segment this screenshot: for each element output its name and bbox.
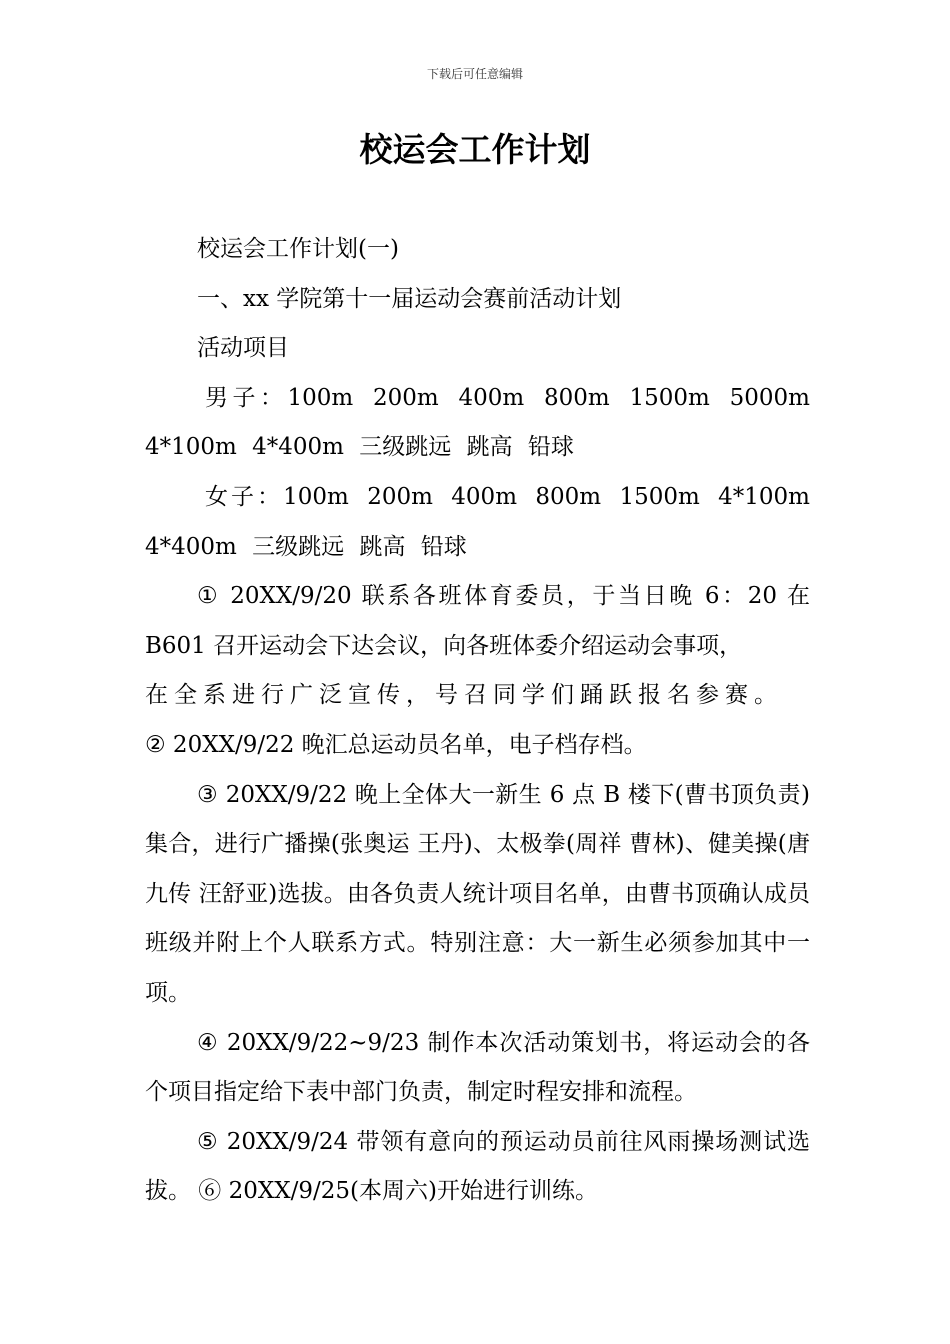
men-events: 男子：100m 200m 400m 800m 1500m 5000m 4*100m 4*400m 三级跳远 跳高 铅球 <box>145 384 810 461</box>
document-body <box>145 225 810 1217</box>
document-title: 校运会工作计划 <box>359 130 591 169</box>
schedule-item-2: ② 20XX/9/22 晚汇总运动员名单，电子档存档。 <box>145 731 647 758</box>
section-heading: 校运会工作计划(一) <box>197 236 399 262</box>
header-note: 下载后可任意编辑 <box>426 67 523 81</box>
events-heading: 活动项目 <box>197 335 289 362</box>
women-events: 女子：100m 200m 400m 800m 1500m 4*100m 4*400m 三级跳远 跳高 铅球 <box>145 483 810 560</box>
schedule-item-1: ① 20XX/9/20 联系各班体育委员，于当日晚 6：20 在 B601 召开运动会下达会议，向各班体委介绍运动会事项， <box>145 583 810 659</box>
schedule-item-5-6: ⑤ 20XX/9/24 带领有意向的预运动员前往风雨操场测试选拔。 ⑥ 20XX/9/25(本周六)开始进行训练。 <box>145 1128 810 1205</box>
schedule-item-1-continued: 在全系进行广泛宣传，号召同学们踊跃报名参赛。 <box>145 682 783 709</box>
schedule-item-4: ④ 20XX/9/22~9/23 制作本次活动策划书，将运动会的各个项目指定给下表中部门负责，制定时程安排和流程。 <box>145 1029 810 1106</box>
schedule-item-3: ③ 20XX/9/22 晚上全体大一新生 6 点 B 楼下(曹书顶负责)集合，进行广播操(张奥运 王丹)、太极拳(周祥 曹林)、健美操(唐九传 汪舒亚)选拔。由各负责人统计项目名单，由曹书顶确认成员班级并附上个人联系方式。特别注意：大一新生必须参加其中一项。 <box>145 781 810 1006</box>
plan-heading: 一、xx 学院第十一届运动会赛前活动计划 <box>197 285 622 312</box>
